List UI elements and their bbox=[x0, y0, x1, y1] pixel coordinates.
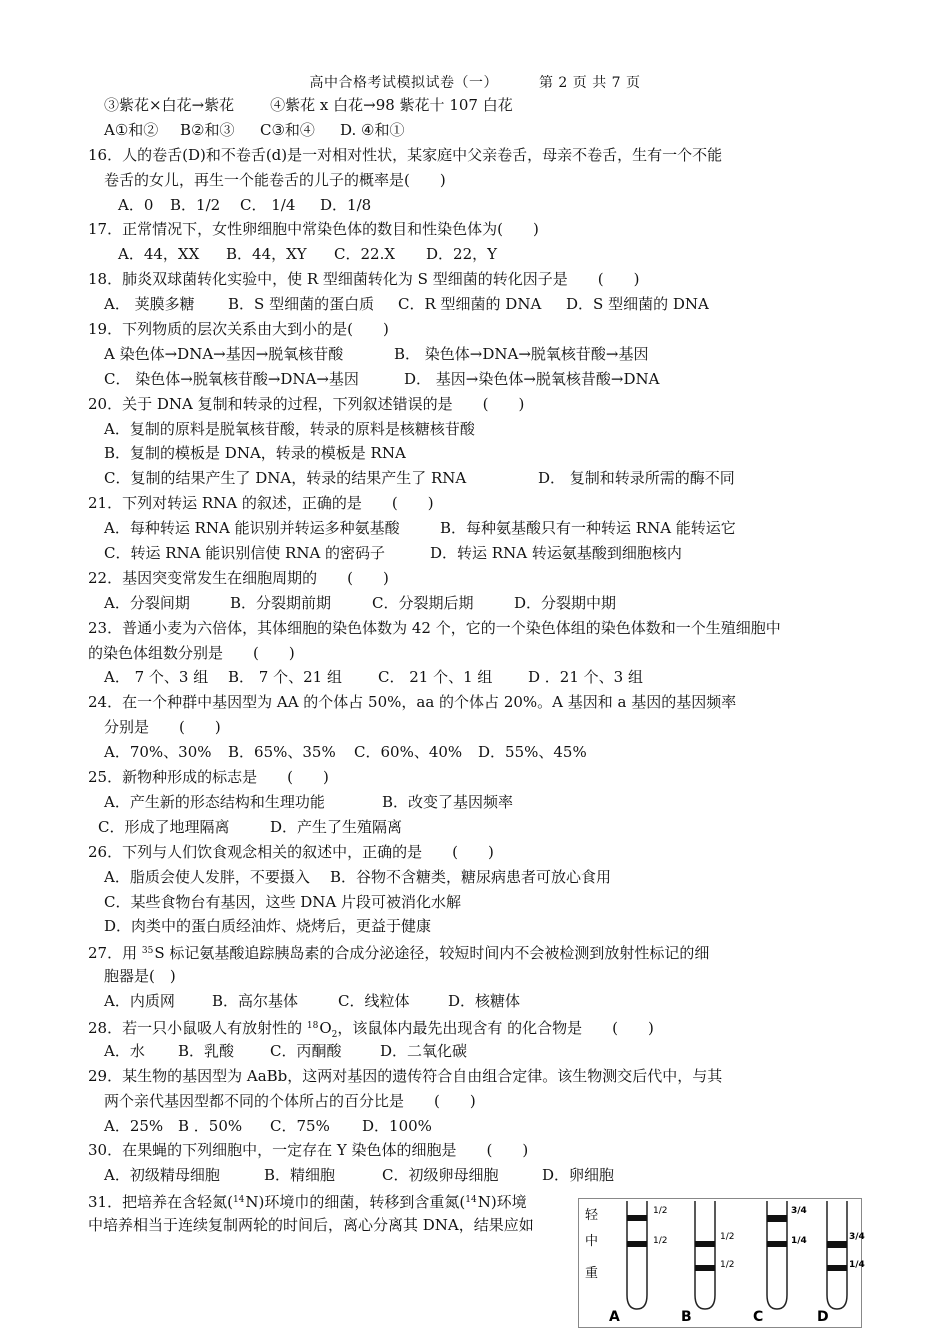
label-light: 轻 bbox=[585, 1208, 599, 1223]
q20-text: 20．关于 DNA 复制和转录的过程，下列叙述错误的是 ( ) bbox=[88, 394, 525, 413]
q24-text: 24．在一个种群中基因型为 AA 的个体占 50%，aa 的个体占 20%。A 基因和 a 基因的基因频率 bbox=[88, 693, 737, 712]
fraction-top: 3/4 bbox=[849, 1232, 865, 1242]
q15-options bbox=[88, 118, 878, 143]
fraction-top: 1/2 bbox=[653, 1206, 668, 1216]
option-c[interactable]: C．初级卵母细胞 bbox=[382, 1166, 499, 1185]
q22-text: 22．基因突变常发生在细胞周期的 ( ) bbox=[88, 568, 389, 587]
band-medium bbox=[827, 1241, 847, 1248]
q27-text: 27．用 $^{35}$S 标记氨基酸追踪胰岛素的合成分泌途径，较短时间内不会被检测到放射性标记的细 bbox=[88, 944, 710, 963]
option-a[interactable]: A． 7 个、3 组 bbox=[104, 668, 209, 687]
option-c[interactable]: C． 21 个、1 组 bbox=[378, 668, 493, 687]
q31-text-cont: 中培养相当于连续复制两轮的时间后，离心分离其 DNA，结果应如 bbox=[88, 1216, 534, 1235]
tube-c bbox=[753, 1201, 807, 1325]
tube-label: B bbox=[681, 1309, 692, 1325]
q26-text: 26．下列与人们饮食观念相关的叙述中，正确的是 ( ) bbox=[88, 842, 494, 861]
option-b[interactable]: B．改变了基因频率 bbox=[382, 792, 514, 811]
option-b[interactable]: B． 染色体→DNA→脱氧核苷酸→基因 bbox=[394, 344, 649, 363]
page-header bbox=[0, 72, 950, 92]
option-d[interactable]: D．1/8 bbox=[320, 195, 372, 214]
option-c[interactable]: C．丙酮酸 bbox=[270, 1041, 342, 1060]
option-a[interactable]: A．水 bbox=[104, 1041, 145, 1060]
option-c[interactable]: C③和④ bbox=[260, 120, 315, 139]
q23-text: 23．普通小麦为六倍体，其体细胞的染色体数为 42 个，它的一个染色体组的染色体数和一个生殖细胞中 bbox=[88, 618, 781, 637]
q26-options-row1 bbox=[88, 865, 878, 890]
tube-b bbox=[681, 1201, 734, 1325]
q25-text: 25．新物种形成的标志是 ( ) bbox=[88, 768, 329, 787]
option-c[interactable]: C．60%、40% bbox=[354, 743, 463, 762]
q21-options-row2 bbox=[88, 541, 878, 566]
option-a[interactable]: A．25% bbox=[104, 1116, 164, 1135]
q18-options bbox=[88, 292, 878, 317]
option-c[interactable]: C．22.X bbox=[334, 245, 396, 264]
option-d[interactable]: D．22，Y bbox=[426, 245, 498, 264]
q25-options-row2 bbox=[88, 815, 878, 840]
q24-text-cont: 分别是 ( ) bbox=[104, 718, 221, 737]
option-a[interactable]: A．每种转运 RNA 能识别并转运多种氨基酸 bbox=[104, 519, 400, 538]
question-list bbox=[88, 93, 878, 1238]
option-c[interactable]: C．转运 RNA 能识别信使 RNA 的密码子 bbox=[104, 544, 386, 563]
q25-options-row1 bbox=[88, 790, 878, 815]
option-b[interactable]: B．精细胞 bbox=[264, 1166, 336, 1185]
tube-d bbox=[817, 1201, 865, 1325]
band-heavy bbox=[827, 1265, 847, 1271]
option-a[interactable]: A①和② bbox=[104, 120, 159, 139]
option-a[interactable]: A．分裂间期 bbox=[104, 593, 190, 612]
q19-options-row1 bbox=[88, 342, 878, 367]
q31-text: 31．把培养在含轻氮($^{14}$N)环境巾的细菌，转移到含重氮($^{14}$N)环境 bbox=[88, 1193, 527, 1212]
option-b[interactable]: B ．50% bbox=[178, 1116, 243, 1135]
q27-text-cont: 胞器是( ) bbox=[104, 967, 176, 986]
option-d[interactable]: D． 基因→染色体→脱氧核昔酸→DNA bbox=[404, 369, 660, 388]
option-c[interactable]: C．线粒体 bbox=[338, 992, 410, 1011]
option-b[interactable]: B．乳酸 bbox=[178, 1041, 235, 1060]
fraction-bottom: 1/2 bbox=[653, 1236, 668, 1246]
tube-label: D bbox=[817, 1309, 829, 1325]
option-d[interactable]: D. ④和① bbox=[340, 120, 405, 139]
tube-label: C bbox=[753, 1309, 764, 1325]
option-b[interactable]: B．分裂期前期 bbox=[230, 593, 332, 612]
option-b[interactable]: B．每种氨基酸只有一种转运 RNA 能转运它 bbox=[440, 519, 736, 538]
band-light bbox=[627, 1215, 647, 1221]
q29-options bbox=[88, 1114, 878, 1139]
q18-text: 18．肺炎双球菌转化实验中，使 R 型细菌转化为 S 型细菌的转化因子是 ( ) bbox=[88, 270, 640, 289]
option-d[interactable]: D．核糖体 bbox=[448, 992, 521, 1011]
option-c[interactable]: C．形成了地理隔离 bbox=[98, 817, 230, 836]
option-d[interactable]: D．肉类中的蛋白质经油炸、烧烤后，更益于健康 bbox=[104, 917, 432, 936]
option-b[interactable]: B②和③ bbox=[180, 120, 235, 139]
band-medium bbox=[627, 1241, 647, 1247]
option-d[interactable]: D．产生了生殖隔离 bbox=[270, 817, 403, 836]
q16-options bbox=[88, 193, 878, 218]
option-a[interactable]: A．0 bbox=[118, 195, 154, 214]
fraction-bottom: 1/2 bbox=[720, 1260, 735, 1270]
option-a[interactable]: A．70%、30% bbox=[104, 743, 212, 762]
option-c[interactable]: C．复制的结果产生了 DNA，转录的结果产生了 RNA bbox=[104, 469, 467, 488]
option-a[interactable]: A． 荚膜多糖 bbox=[104, 295, 195, 314]
label-medium: 中 bbox=[585, 1234, 599, 1249]
q17-options bbox=[88, 242, 878, 267]
option-d[interactable]: D．100% bbox=[362, 1116, 432, 1135]
fraction-bottom: 1/4 bbox=[849, 1260, 865, 1270]
option-b[interactable]: B．复制的模板是 DNA，转录的模板是 RNA bbox=[104, 444, 406, 463]
q23-text-cont: 的染色体组数分别是 ( ) bbox=[88, 643, 295, 662]
page-number: 第 2 页 共 7 页 bbox=[538, 75, 641, 91]
q22-options bbox=[88, 591, 878, 616]
option-d[interactable]: D ．21 个、3 组 bbox=[528, 668, 643, 687]
q19-options-row2 bbox=[88, 367, 878, 392]
centrifuge-tubes-figure bbox=[578, 1198, 865, 1328]
option-d[interactable]: D．S 型细菌的 DNA bbox=[566, 295, 709, 314]
exam-title: 高中合格考试模拟试卷（一） bbox=[309, 75, 498, 91]
band-medium bbox=[695, 1241, 715, 1247]
q29-text: 29．某生物的基因型为 AaBb，这两对基因的遗传符合自由组合定律。该生物测交后代中，与其 bbox=[88, 1066, 723, 1085]
q17-text: 17．正常情况下，女性卵细胞中常染色体的数目和性染色体为( ) bbox=[88, 220, 539, 239]
option-c[interactable]: C．R 型细菌的 DNA bbox=[398, 295, 542, 314]
option-a[interactable]: A．产生新的形态结构和生理功能 bbox=[104, 792, 325, 811]
option-d[interactable]: D．转运 RNA 转运氨基酸到细胞核内 bbox=[430, 544, 682, 563]
q19-text: 19．下列物质的层次关系由大到小的是( ) bbox=[88, 320, 389, 339]
q29-text-cont: 两个亲代基因型都不同的个体所占的百分比是 ( ) bbox=[104, 1091, 476, 1110]
option-a[interactable]: A．脂质会使人发胖，不要摄入 bbox=[104, 867, 310, 886]
fraction-top: 3/4 bbox=[791, 1206, 807, 1216]
band-light bbox=[767, 1215, 787, 1222]
fraction-top: 1/2 bbox=[720, 1232, 735, 1242]
q16-text-cont: 卷舌的女儿，再生一个能卷舌的儿子的概率是( ) bbox=[104, 170, 446, 189]
q20-options-row3 bbox=[88, 466, 878, 491]
option-d[interactable]: D．分裂期中期 bbox=[514, 593, 617, 612]
q27-options bbox=[88, 989, 878, 1014]
q16-text: 16．人的卷舌(D)和不卷舌(d)是一对相对性状，某家庭中父亲卷舌，母亲不卷舌，生有一个不能 bbox=[88, 145, 723, 164]
option-b[interactable]: B．44，XY bbox=[226, 245, 307, 264]
q23-options bbox=[88, 665, 878, 690]
option-b[interactable]: B．谷物不含糖类，糖尿病患者可放心食用 bbox=[330, 867, 612, 886]
q30-text: 30．在果蝇的下列细胞中，一定存在 Y 染色体的细胞是 ( ) bbox=[88, 1141, 529, 1160]
option-d[interactable]: D．二氧化碳 bbox=[380, 1041, 468, 1060]
q21-options-row1 bbox=[88, 516, 878, 541]
q28-options bbox=[88, 1039, 878, 1064]
fraction-bottom: 1/4 bbox=[791, 1236, 807, 1246]
tube-a bbox=[609, 1201, 667, 1325]
option-d[interactable]: D．卵细胞 bbox=[542, 1166, 615, 1185]
option-d[interactable]: D． 复制和转录所需的酶不同 bbox=[538, 469, 735, 488]
tubes-svg bbox=[579, 1199, 865, 1327]
option-a[interactable]: A 染色体→DNA→基因→脱氧核苷酸 bbox=[104, 344, 344, 363]
tube-label: A bbox=[609, 1309, 620, 1325]
option-b[interactable]: B．1/2 bbox=[170, 195, 221, 214]
q21-text: 21．下列对转运 RNA 的叙述，正确的是 ( ) bbox=[88, 494, 434, 513]
option-b[interactable]: B．S 型细菌的蛋白质 bbox=[228, 295, 375, 314]
option-a[interactable]: A．内质网 bbox=[104, 992, 175, 1011]
band-heavy bbox=[695, 1265, 715, 1271]
q24-options bbox=[88, 740, 878, 765]
q15-line: ③紫花×白花→紫花 ④紫花 x 白花→98 紫花十 107 白花 bbox=[104, 96, 513, 114]
option-c[interactable]: C． 染色体→脱氧核苷酸→DNA→基因 bbox=[104, 369, 359, 388]
option-a[interactable]: A．44，XX bbox=[118, 245, 200, 264]
option-c[interactable]: C．75% bbox=[270, 1116, 330, 1135]
option-a[interactable]: A．复制的原料是脱氧核苷酸，转录的原料是核糖核苷酸 bbox=[104, 419, 475, 438]
option-c[interactable]: C．分裂期后期 bbox=[372, 593, 474, 612]
option-a[interactable]: A．初级精母细胞 bbox=[104, 1166, 220, 1185]
option-b[interactable]: B．高尔基体 bbox=[212, 992, 299, 1011]
option-b[interactable]: B．65%、35% bbox=[228, 743, 336, 762]
option-c[interactable]: C．某些食物台有基因，这些 DNA 片段可被消化水解 bbox=[104, 892, 461, 911]
q28-text: 28．若一只小鼠吸人有放射性的 $^{18}O_2$，该鼠体内最先出现含有 的化合物是 ( ) bbox=[88, 1018, 654, 1040]
band-medium bbox=[767, 1241, 787, 1247]
option-d[interactable]: D．55%、45% bbox=[478, 743, 587, 762]
label-heavy: 重 bbox=[585, 1266, 599, 1281]
option-b[interactable]: B． 7 个、21 组 bbox=[228, 668, 342, 687]
option-c[interactable]: C． 1/4 bbox=[240, 195, 296, 214]
q30-options bbox=[88, 1163, 878, 1188]
